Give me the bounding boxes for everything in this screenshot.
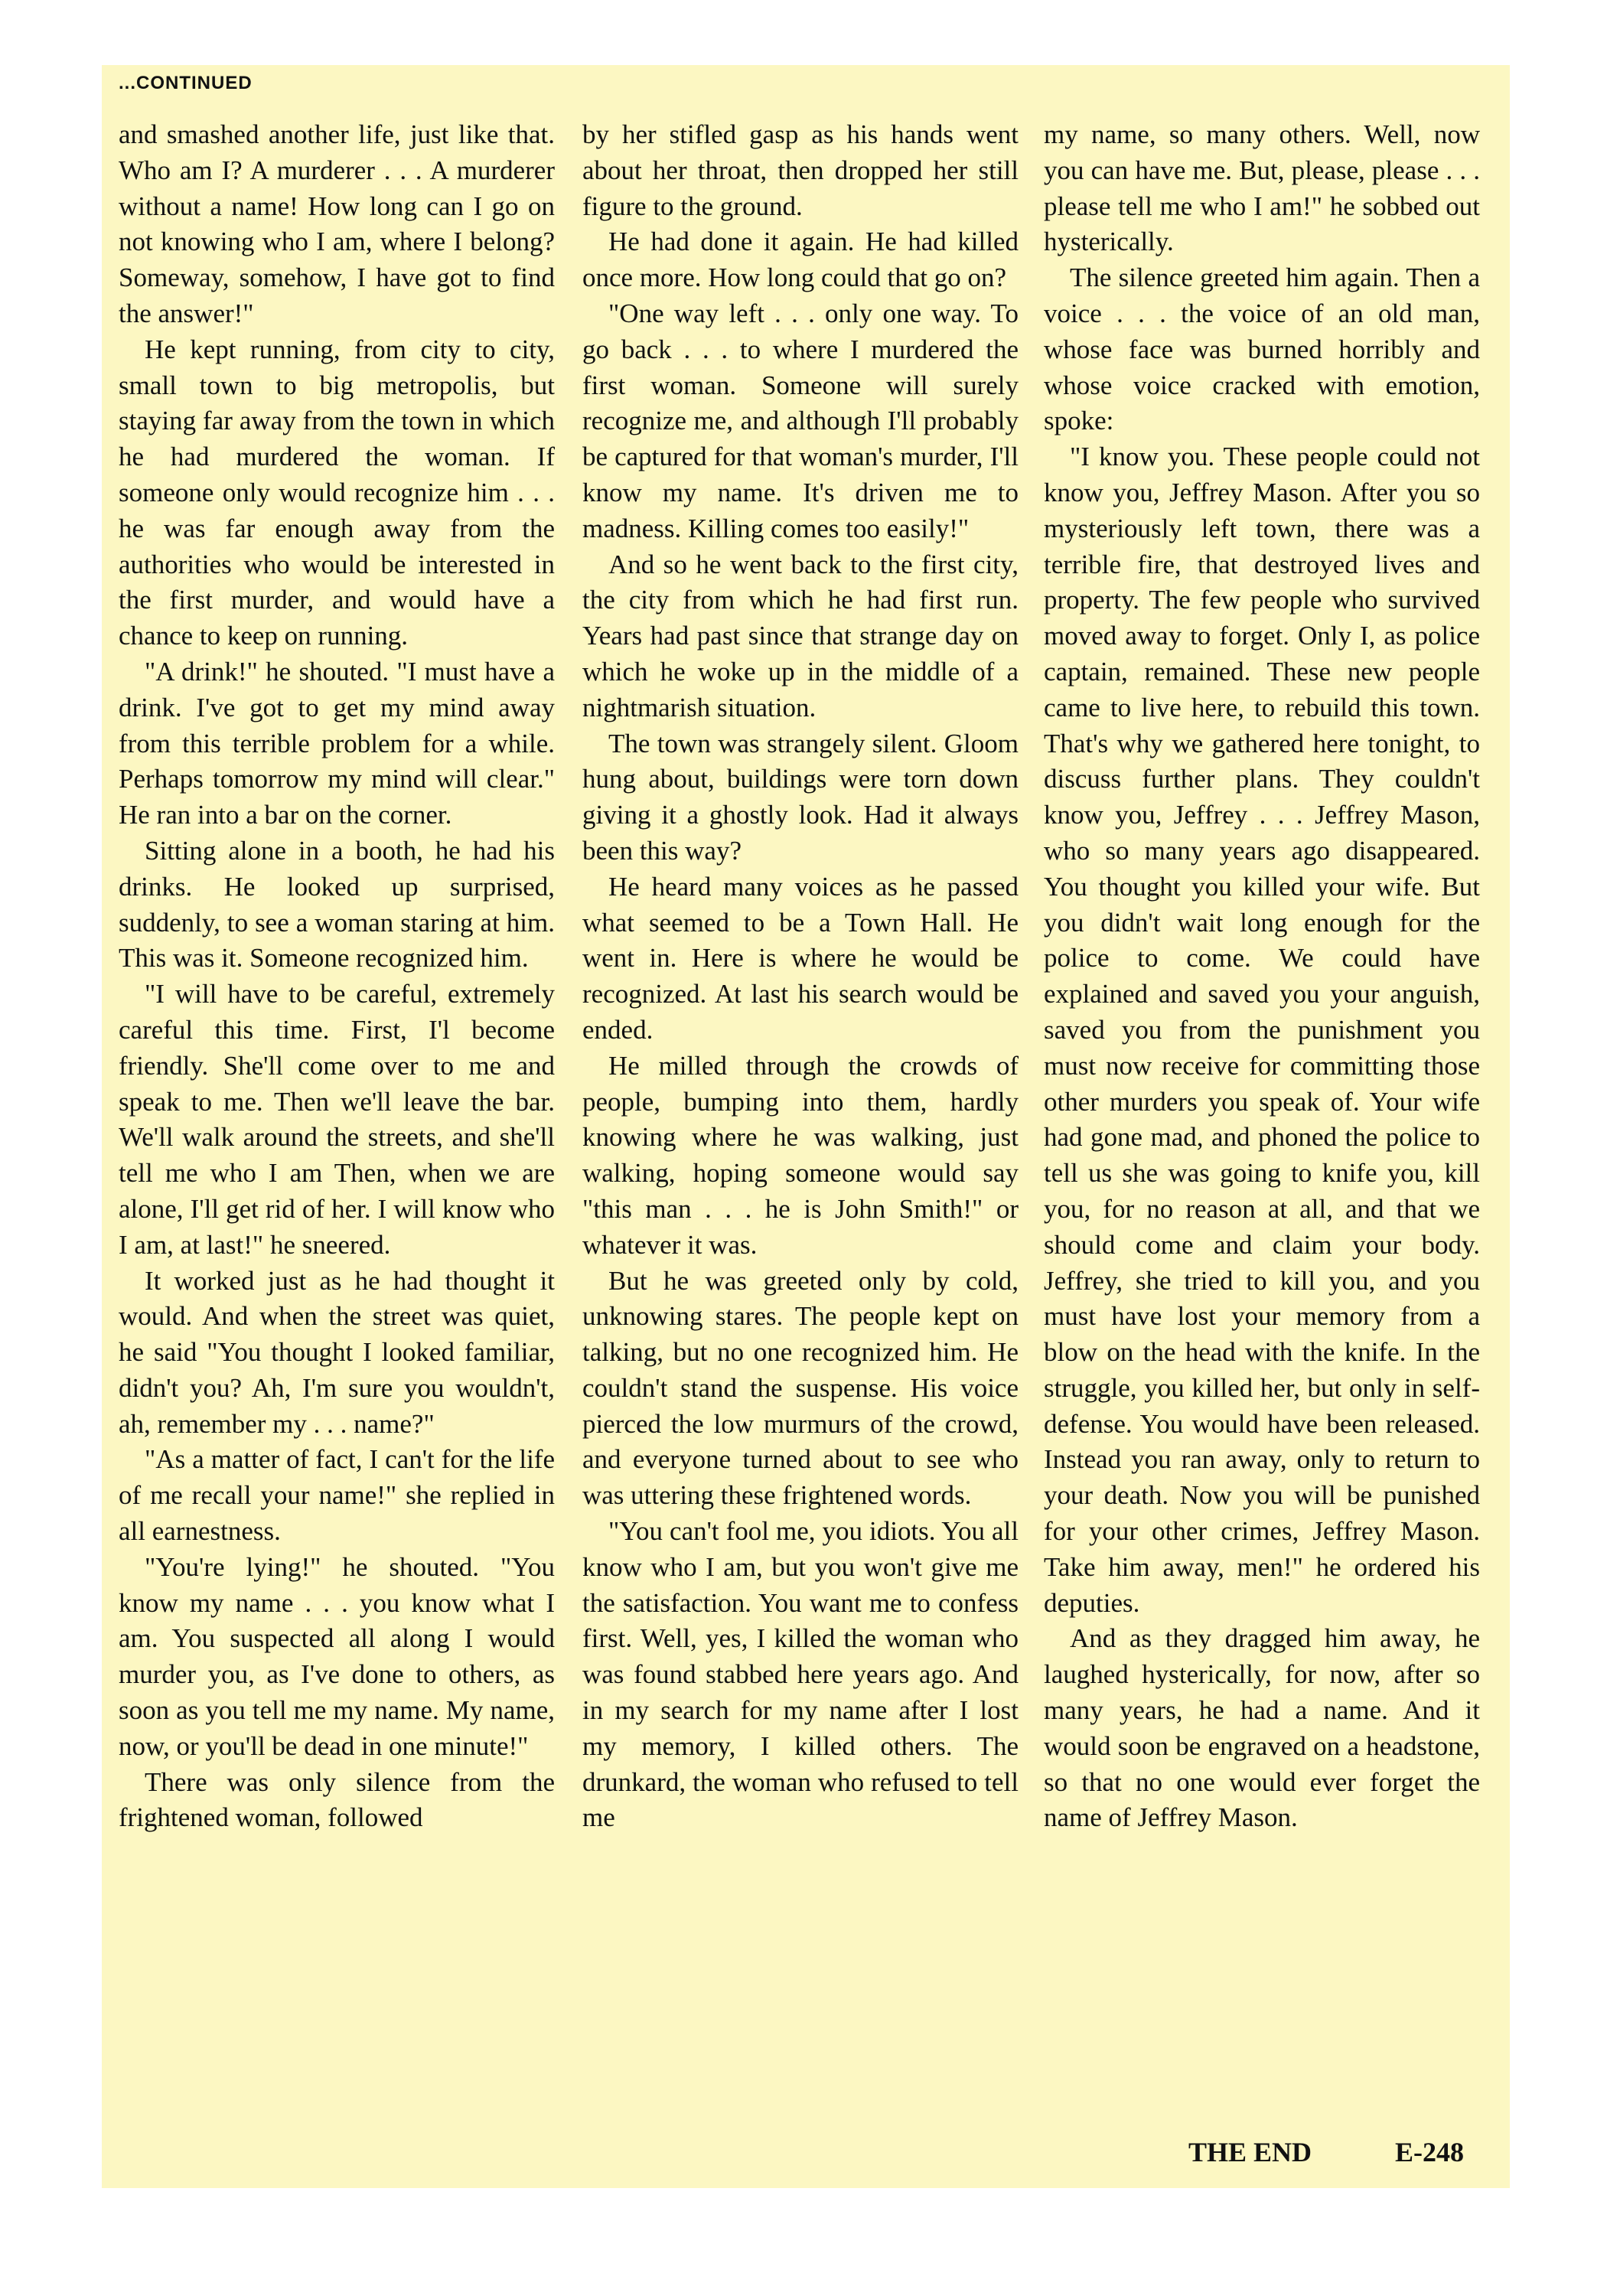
paragraph: He had done it again. He had killed once more. How long could that go on? bbox=[582, 227, 1019, 293]
paragraph: "I will have to be careful, extremely careful this time. First, I'l become friendly. She'll come over to me and speak to me. Then we'll leave the bar. We'll walk around the streets, and she'll tell me who I am Then, when we are alone, I'll get rid of her. I will know who I am, at last!" he sneered. bbox=[119, 979, 555, 1260]
text-column-2 bbox=[582, 117, 1019, 1836]
paragraph: "I know you. These people could not know you, Jeffrey Mason. After you so mysteriously left town, there was a terrible fire, that destroyed lives and property. The few people who survived moved away to forget. Only I, as police captain, remained. These new people came to live here, to rebuild this town. That's why we gathered here tonight, to discuss further plans. They couldn't know you, Jeffrey . . . Jeffrey Mason, who so many years ago disappeared. You thought you killed your wife. But you didn't wait long enough for the police to come. We could have explained and saved you your anguish, saved you from the punishment you must now receive for committing those other murders you speak of. Your wife had gone mad, and phoned the police to tell us she was going to knife you, kill you, for no reason at all, and that we should come and claim your body. Jeffrey, she tried to kill you, and you must have lost your memory from a blow on the head with the knife. In the struggle, you killed her, but only in self-defense. You would have been released. Instead you ran away, only to return to your death. Now you will be punished for your other crimes, Jeffrey Mason. Take him away, men!" he ordered his deputies. bbox=[1044, 442, 1480, 1618]
paragraph: He kept running, from city to city, small town to big metropolis, but staying far away from the town in which he had murdered the woman. If someone only would recognize him . . . he was far enough away from the authorities who would be interested in the first murder, and would have a chance to keep on running. bbox=[119, 334, 555, 651]
paragraph: "You can't fool me, you idiots. You all know who I am, but you won't give me the satisfaction. You want me to confess first. Well, yes, I killed the woman who was found stabbed here years ago. And in my search for my name after I lost my memory, I killed others. The drunkard, the woman who refused to tell me bbox=[582, 1516, 1019, 1833]
paragraph: There was only silence from the frightened woman, followed bbox=[119, 1766, 555, 1833]
paragraph: It worked just as he had thought it would. And when the street was quiet, he said "You thought I looked familiar, didn't you? Ah, I'm sure you wouldn't, ah, remember my . . . name?" bbox=[119, 1265, 555, 1439]
paragraph: my name, so many others. Well, now you can have me. But, please, please . . . please tell me who I am!" he sobbed out hysterically. bbox=[1044, 119, 1480, 257]
paragraph: by her stifled gasp as his hands went about her throat, then dropped her still figure to the ground. bbox=[582, 119, 1019, 221]
paragraph: "You're lying!" he shouted. "You know my name . . . you know what I am. You suspected all along I would murder you, as I've done to others, as soon as you tell me my name. My name, now, or you'll be dead in one minute!" bbox=[119, 1551, 555, 1761]
paragraph: The town was strangely silent. Gloom hung about, buildings were torn down giving it a ghostly look. Had it always been this way? bbox=[582, 728, 1019, 866]
story-page bbox=[102, 65, 1510, 2188]
paragraph: And as they dragged him away, he laughed hysterically, for now, after so many years, he had a name. And it would soon be engraved on a headstone, so that no one would ever forget the name of Jeffrey Mason. bbox=[1044, 1623, 1480, 1833]
paragraph: "A drink!" he shouted. "I must have a drink. I've got to get my mind away from this terrible problem for a while. Perhaps tomorrow my mind will clear." He ran into a bar on the corner. bbox=[119, 656, 555, 830]
continued-label: ...CONTINUED bbox=[119, 73, 253, 93]
paragraph: He milled through the crowds of people, bumping into them, hardly knowing where he was walking, just walking, hoping someone would say "this man . . . he is John Smith!" or whatever it was. bbox=[582, 1050, 1019, 1260]
page-code: E-248 bbox=[1395, 2137, 1464, 2167]
paragraph: The silence greeted him again. Then a voice . . . the voice of an old man, whose face was burned horribly and whose voice cracked with emotion, spoke: bbox=[1044, 263, 1480, 436]
paragraph: "One way left . . . only one way. To go back . . . to where I murdered the first woman. Someone will surely recognize me, and although I'll probably be captured for that woman's murder, I'll know my name. It's driven me to madness. Killing comes too easily!" bbox=[582, 298, 1019, 543]
text-column-3 bbox=[1044, 117, 1480, 1836]
the-end-label: THE END bbox=[1188, 2137, 1312, 2167]
paragraph: But he was greeted only by cold, unknowing stares. The people kept on talking, but no one recognized him. He couldn't stand the suspense. His voice pierced the low murmurs of the crowd, and everyone turned about to see who was uttering these frightened words. bbox=[582, 1265, 1019, 1511]
paragraph: "As a matter of fact, I can't for the life of me recall your name!" she replied in all earnestness. bbox=[119, 1444, 555, 1547]
paragraph: Sitting alone in a booth, he had his drinks. He looked up surprised, suddenly, to see a woman staring at him. This was it. Someone recognized him. bbox=[119, 835, 555, 974]
paragraph: And so he went back to the first city, the city from which he had first run. Years had past since that strange day on which he woke up in the middle of a nightmarish situation. bbox=[582, 549, 1019, 722]
paragraph: He heard many voices as he passed what seemed to be a Town Hall. He went in. Here is where he would be recognized. At last his search would be ended. bbox=[582, 871, 1019, 1045]
paragraph: and smashed another life, just like that. Who am I? A murderer . . . A murderer without a name! How long can I go on not knowing who I am, where I belong? Someway, somehow, I have got to find the answer!" bbox=[119, 119, 555, 328]
text-column-1 bbox=[119, 117, 555, 1836]
